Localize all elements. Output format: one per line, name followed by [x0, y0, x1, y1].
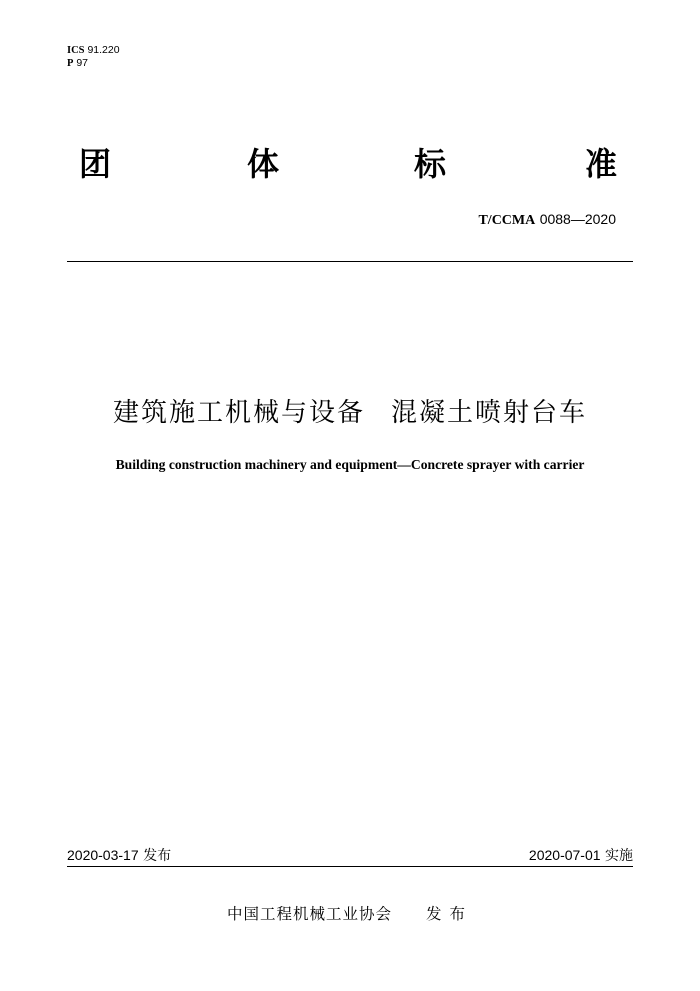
implement-date-label: 实施: [605, 848, 633, 864]
standard-type-char-1: 团: [79, 145, 112, 183]
issue-date-label: 发布: [143, 848, 172, 864]
classification-block: [67, 44, 120, 70]
standard-type-char-3: 标: [414, 145, 447, 183]
implement-date: [529, 845, 633, 865]
title-english: Building construction machinery and equipment—Concrete sprayer with carrier: [115, 457, 585, 472]
publisher-action: 发布: [426, 905, 474, 923]
standard-type-char-4: 准: [585, 145, 618, 183]
title-chinese-part1: 建筑施工机械与设备: [112, 398, 365, 428]
publisher-line: [0, 902, 700, 924]
ics-label: ICS: [67, 45, 85, 56]
ics-line: [67, 44, 120, 57]
ics-value: 91.220: [87, 44, 120, 56]
standard-type-char-2: 体: [247, 145, 280, 183]
standard-code-number: 0088—2020: [539, 211, 616, 227]
standard-code: [478, 211, 616, 229]
publisher-name: 中国工程机械工业协会: [226, 905, 392, 923]
ccs-line: [67, 57, 120, 70]
implement-date-value: 2020-07-01: [528, 847, 601, 863]
ccs-label: P: [67, 58, 74, 69]
issue-date: [67, 845, 171, 865]
header-divider: [67, 261, 633, 262]
footer-divider: [67, 866, 633, 867]
title-chinese-part2: 混凝土喷射台车: [391, 398, 588, 428]
ccs-value: 97: [76, 57, 89, 69]
standard-code-prefix: T/CCMA: [478, 213, 536, 228]
issue-date-value: 2020-03-17: [67, 847, 139, 863]
title-chinese: [0, 392, 700, 429]
